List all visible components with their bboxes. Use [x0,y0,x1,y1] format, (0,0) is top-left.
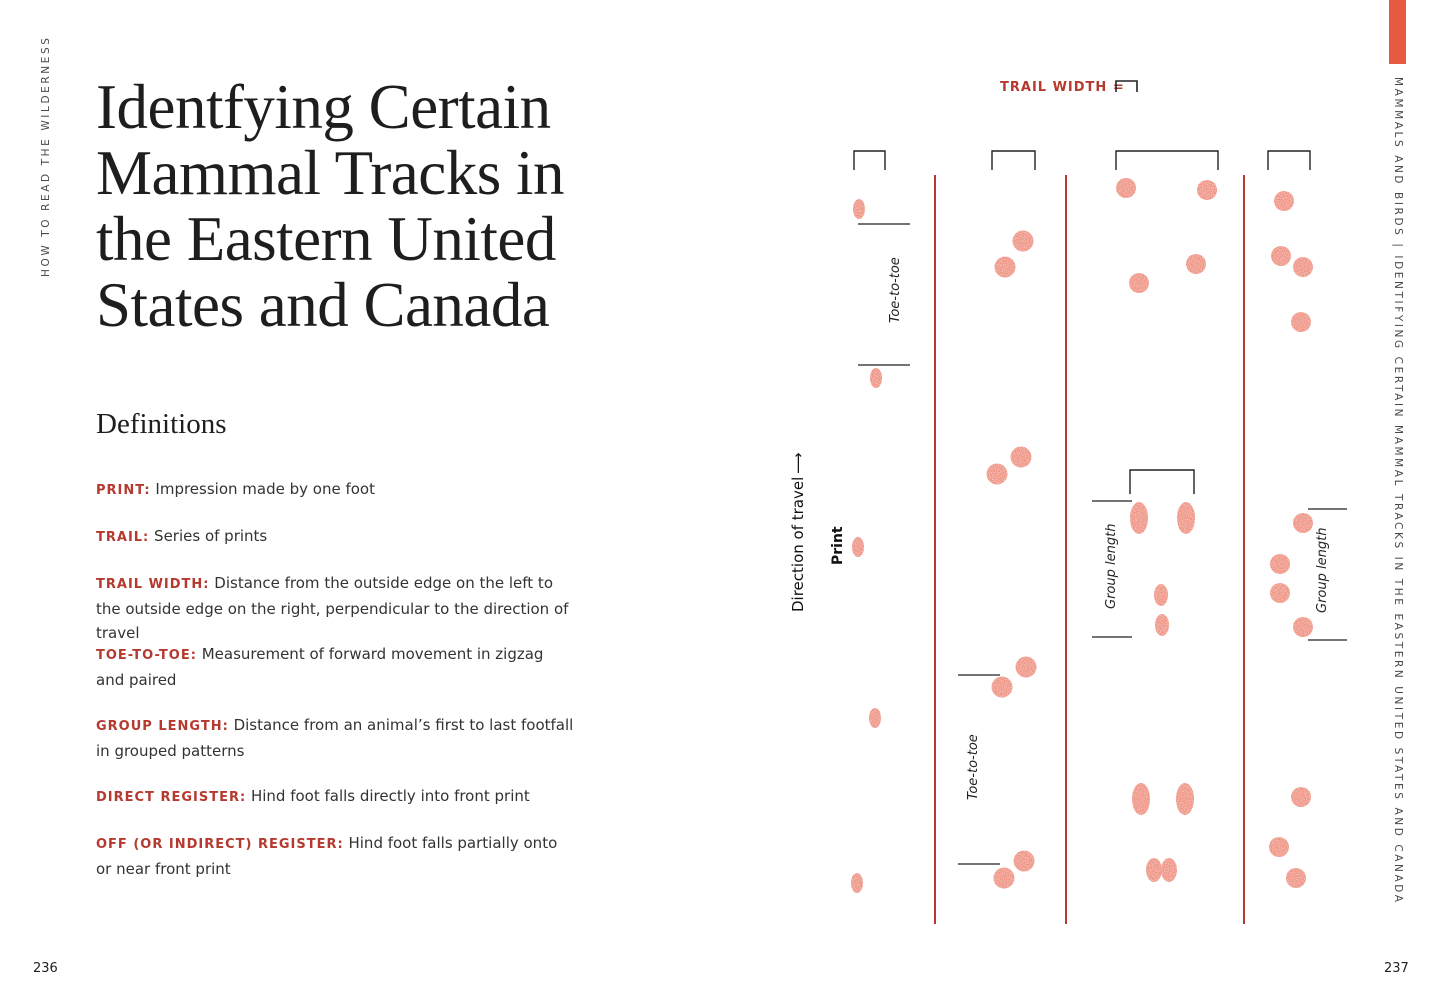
track-print [995,257,1016,278]
track-print [1270,554,1290,574]
track-print [1155,614,1169,636]
definition-term: TRAIL: [96,530,150,545]
group-length-label: Group length [1104,523,1119,609]
track-print [1197,180,1217,200]
definition-text: Measurement of forward movement in zigzag and paired [96,645,544,689]
track-print [853,199,865,219]
definition-text: Series of prints [154,527,268,545]
track-print [1013,231,1034,252]
definitions-heading: Definitions [96,408,227,440]
group-length-label: Group length [1315,527,1330,613]
page-number-left: 236 [33,961,58,976]
track-print [1129,273,1149,293]
track-print [1270,583,1290,603]
toe-to-toe-label: Toe-to-toe [888,257,903,323]
toe-to-toe-label: Toe-to-toe [966,734,981,800]
definition-term: PRINT: [96,483,151,498]
track-print [1293,513,1313,533]
track-print [994,868,1015,889]
track-print [1286,868,1306,888]
definition-text: Distance from the outside edge on the left to the outside edge on the right, perpendicular to the direction of travel [96,574,569,642]
track-print [851,873,863,893]
print-label: Print [830,526,846,565]
definition-text: Impression made by one foot [155,480,375,498]
track-print [852,537,864,557]
definition-term: GROUP LENGTH: [96,719,229,734]
track-print [1291,787,1311,807]
track-print [1293,257,1313,277]
track-print [869,708,881,728]
page-number-right: 237 [1384,961,1409,976]
track-print [1132,783,1150,815]
track-print [992,677,1013,698]
track-print [987,464,1008,485]
track-print [1274,191,1294,211]
track-print [1176,783,1194,815]
definition-text: Hind foot falls directly into front print [250,787,530,805]
trail-width-bracket [854,151,885,170]
track-print [1161,858,1177,882]
direction-arrow: ⟶ [789,452,807,474]
track-print [1186,254,1206,274]
track-print [870,368,882,388]
track-print [1011,447,1032,468]
direction-of-travel-label: Direction of travel [789,476,807,612]
track-print [1130,502,1148,534]
track-print [1291,312,1311,332]
definition-text: Distance from an animal’s first to last footfall in grouped patterns [96,716,574,760]
track-print [1014,851,1035,872]
track-print [1293,617,1313,637]
definition-term: DIRECT REGISTER: [96,790,247,805]
trail-width-bracket [1130,470,1194,494]
definition-term: TRAIL WIDTH: [96,577,210,592]
track-print [1269,837,1289,857]
definition-text: Hind foot falls partially onto or near front print [96,834,558,878]
trail-width-bracket [1116,151,1218,170]
track-print [1116,178,1136,198]
track-print [1016,657,1037,678]
trail-width-bracket [992,151,1035,170]
definition-term: TOE-TO-TOE: [96,648,197,663]
definition-term: OFF (OR INDIRECT) REGISTER: [96,837,344,852]
track-print [1271,246,1291,266]
trail-width-bracket [1268,151,1310,170]
track-print [1177,502,1195,534]
track-print [1154,584,1168,606]
running-head-left: HOW TO READ THE WILDERNESS [40,35,52,277]
trail-width-legend-label: TRAIL WIDTH = [1000,80,1125,95]
running-head-right: MAMMALS AND BIRDS | IDENTIFYING CERTAIN MAMMAL TRACKS IN THE EASTERN UNITED STATES AND CANADA [1392,77,1404,905]
page-title: Identfying Certain Mammal Tracks in the Eastern United States and Canada [96,72,565,340]
track-print [1146,858,1162,882]
